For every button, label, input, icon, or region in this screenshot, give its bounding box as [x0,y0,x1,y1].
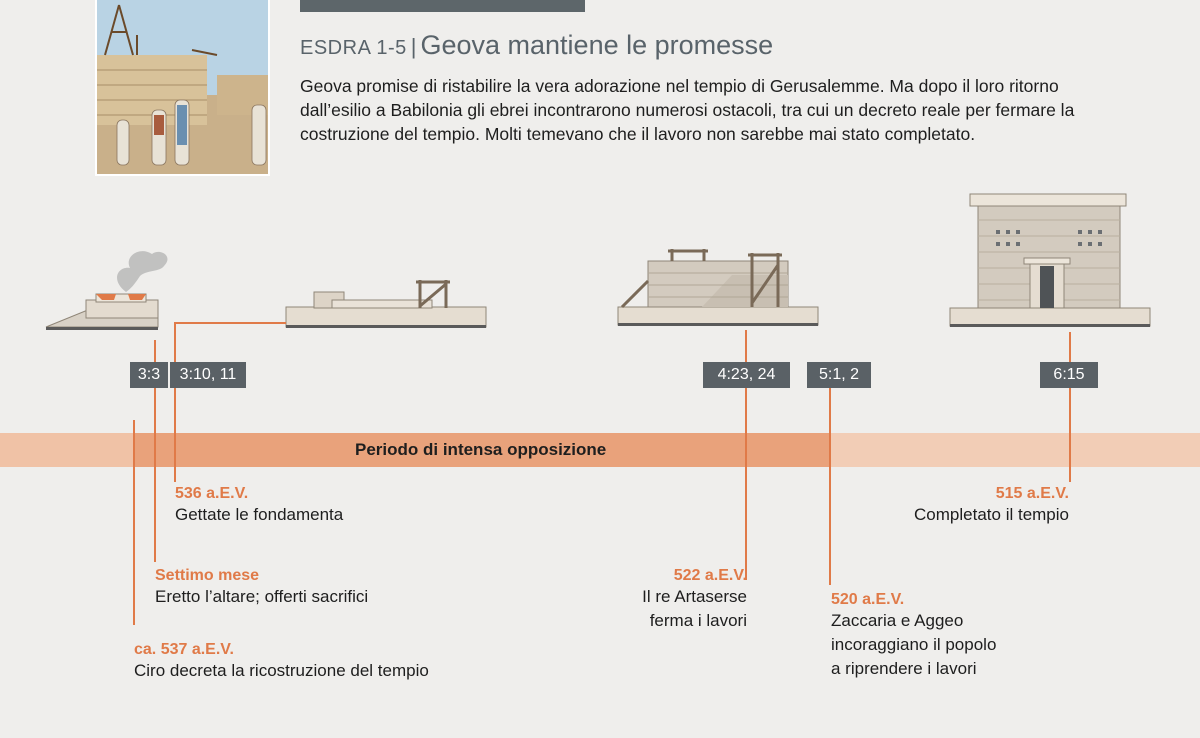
event-date: 520 a.E.V. [831,591,905,608]
book-reference: ESDRA 1-5 [300,37,407,59]
opposition-band-label: Periodo di intensa opposizione [355,440,607,459]
ref-box-4-23-24: 4:23, 24 [703,362,790,388]
title-separator: | [410,34,417,59]
connector-515 [1069,332,1071,482]
event-description: Ciro decreta la ricostruzione del tempio [134,661,429,680]
event-description-line1: Zaccaria e Aggeo [831,611,964,630]
connector-520 [829,375,831,585]
event-description: Gettate le fondamenta [175,505,344,524]
event-description-line3: a riprendere i lavori [831,659,977,678]
event-520 [831,591,996,681]
event-date: 536 a.E.V. [175,485,249,502]
opposition-band-start [0,433,135,467]
completed-temple-illustration [944,190,1156,332]
connector-537 [133,420,135,625]
event-515 [869,485,1069,527]
ref-box-3-3: 3:3 [130,362,168,388]
event-date: 522 a.E.V. [673,567,747,584]
event-description: Completato il tempio [914,505,1069,524]
ref-box-3-10-11: 3:10, 11 [170,362,246,388]
opposition-period-band [0,433,1200,467]
intro-paragraph: Geova promise di ristabilire la vera adorazione nel tempio di Gerusalemme. Ma dopo il loro ritorno dall’esilio a Babilonia gli ebrei incontrarono numerosi ostacoli, tra cui un decreto reale per fermare la costruzione del tempio. Molti temevano che il lavoro non sarebbe mai stato completato. [300,76,1075,144]
event-date: ca. 537 a.E.V. [134,641,234,658]
page-title [300,30,773,61]
foundation-illustration [280,270,492,332]
event-date: 515 a.E.V. [995,485,1069,502]
connector-536-h [174,322,286,324]
altar-illustration [40,220,170,330]
opposition-band-light [830,433,1200,467]
event-536 [175,485,343,527]
ref-box-6-15: 6:15 [1040,362,1098,388]
event-description-line1: Il re Artaserse [642,587,747,606]
title-text: Geova mantiene le promesse [420,30,774,60]
ref-box-5-1-2: 5:1, 2 [807,362,871,388]
event-description-line2: ferma i lavori [649,611,747,630]
temple-building-photo [95,0,270,176]
event-description: Eretto l’altare; offerti sacrifici [155,587,369,606]
event-description-line2: incoraggiano il popolo [831,635,997,654]
halted-construction-illustration [612,245,824,331]
event-537 [134,641,429,683]
event-settimo-mese [155,567,368,609]
connector-536 [174,322,176,482]
event-date: Settimo mese [155,567,260,584]
header-top-bar [300,0,585,12]
event-522 [547,567,747,633]
